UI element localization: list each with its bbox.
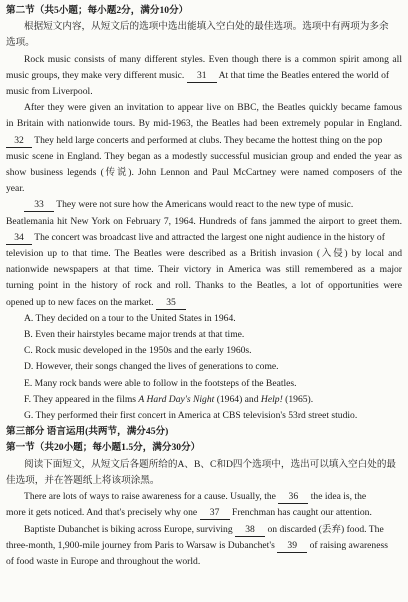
passage-1-line: music from Liverpool. bbox=[6, 86, 93, 98]
passage-2-line: of food waste in Europe and throughout the world. bbox=[6, 555, 201, 567]
passage-1-line: television up to that time. The Beatles were described as a British invasion (入侵) by local and bbox=[6, 248, 402, 260]
blank-39[interactable]: 39 bbox=[277, 539, 307, 553]
option-g[interactable]: G. They performed their first concert in America at CBS television's 53rd street studio. bbox=[24, 410, 358, 422]
option-b[interactable]: B. Even their hairstyles became major trends at that time. bbox=[24, 329, 245, 341]
passage-2-paragraph-1: There are lots of ways to raise awareness for a cause. Usually, the 36 the idea is, the bbox=[24, 491, 367, 503]
passage-1-line: turning point in the history of rock and roll. Thanks to the Beatles, a lot of opportunities were bbox=[6, 280, 402, 292]
passage-1-paragraph-2: After they were given an invitation to appear live on BBC, the Beatles quickly became famous bbox=[24, 102, 402, 114]
passage-1-paragraph-3: 33 They were not sure how the Americans would react to the new type of music. bbox=[6, 197, 402, 213]
passage-1-line: show business legends (传说). John Lennon and Paul McCartney were named composers of the bbox=[6, 167, 402, 179]
part-3-instruction: 阅读下面短文，从短文后各题所给的A、B、C和D四个选项中，选出可以填入空白处的最 bbox=[24, 458, 397, 470]
section-2-title: 第二节（共5小题；每小题2分，满分10分） bbox=[6, 5, 189, 16]
blank-33[interactable]: 33 bbox=[24, 198, 54, 212]
film-title: Help! bbox=[260, 393, 283, 405]
passage-1-line: nationwide newspapers at that time. Their victory in America was still remembered as a major bbox=[6, 264, 402, 276]
part-3-instruction-cont: 佳选项，并在答题纸上将该项涂黑。 bbox=[6, 474, 160, 486]
passage-1-line: in Britain with nationwide tours. By mid-1963, the Beatles had been extremely popular in England. bbox=[6, 118, 402, 130]
passage-1-line: 34 The concert was broadcast live and attracted the largest one night audience in the history of bbox=[6, 230, 402, 246]
passage-2-line: three-month, 1,900-mile journey from Paris to Warsaw is Dubanchet's 39 of raising awareness bbox=[6, 539, 388, 551]
passage-1-paragraph-1: Rock music consists of many different styles. Even though there is a common spirit among all bbox=[24, 53, 402, 65]
blank-32[interactable]: 32 bbox=[6, 134, 32, 148]
passage-1-line: year. bbox=[6, 183, 25, 195]
option-d[interactable]: D. However, their songs changed the lives of generations to come. bbox=[24, 361, 279, 373]
blank-38[interactable]: 38 bbox=[235, 523, 265, 537]
passage-1-line: opened up to new faces on the market. 35 bbox=[6, 295, 402, 311]
option-c[interactable]: C. Rock music developed in the 1950s and the early 1960s. bbox=[24, 345, 252, 357]
passage-2-line: more it gets noticed. And that's precisely why one 37 Frenchman has caught our attention. bbox=[6, 507, 372, 519]
blank-31[interactable]: 31 bbox=[187, 69, 217, 83]
option-f[interactable]: F. They appeared in the films A Hard Day's Night (1964) and Help! (1965). bbox=[24, 393, 314, 405]
blank-34[interactable]: 34 bbox=[6, 231, 32, 245]
section-2-instruction: 根据短文内容，从短文后的选项中选出能填入空白处的最佳选项。选项中有两项为多余 bbox=[24, 21, 389, 33]
passage-2-paragraph-2: Baptiste Dubanchet is biking across Europe, surviving 38 on discarded (丢弃) food. The bbox=[24, 523, 384, 535]
option-a[interactable]: A. They decided on a tour to the United States in 1964. bbox=[24, 312, 236, 324]
passage-1-line: 32 They held large concerts and performed at clubs. They became the hottest thing on the pop bbox=[6, 133, 402, 149]
section-2-instruction-cont: 选项。 bbox=[6, 37, 35, 49]
option-e[interactable]: E. Many rock bands were able to follow in the footsteps of the Beatles. bbox=[24, 377, 297, 389]
blank-37[interactable]: 37 bbox=[200, 506, 230, 520]
passage-1-line: music groups, they make very different music. 31 At that time the Beatles entered the world of bbox=[6, 69, 390, 81]
blank-36[interactable]: 36 bbox=[278, 490, 308, 504]
passage-1-line: Beatlemania hit New York on February 7, 1964. Hundreds of fans jammed the airport to greet them. bbox=[6, 215, 402, 227]
passage-1-line: music scene in England. They began as a modestly successful musician group and ended the year as bbox=[6, 150, 402, 162]
film-title: A Hard Day's Night bbox=[138, 393, 215, 405]
part-3-title: 第三部分 语言运用(共两节，满分45分) bbox=[6, 426, 169, 438]
part-3-section-1-title: 第一节（共20小题；每小题1.5分，满分30分） bbox=[6, 442, 201, 454]
blank-35[interactable]: 35 bbox=[156, 296, 186, 310]
